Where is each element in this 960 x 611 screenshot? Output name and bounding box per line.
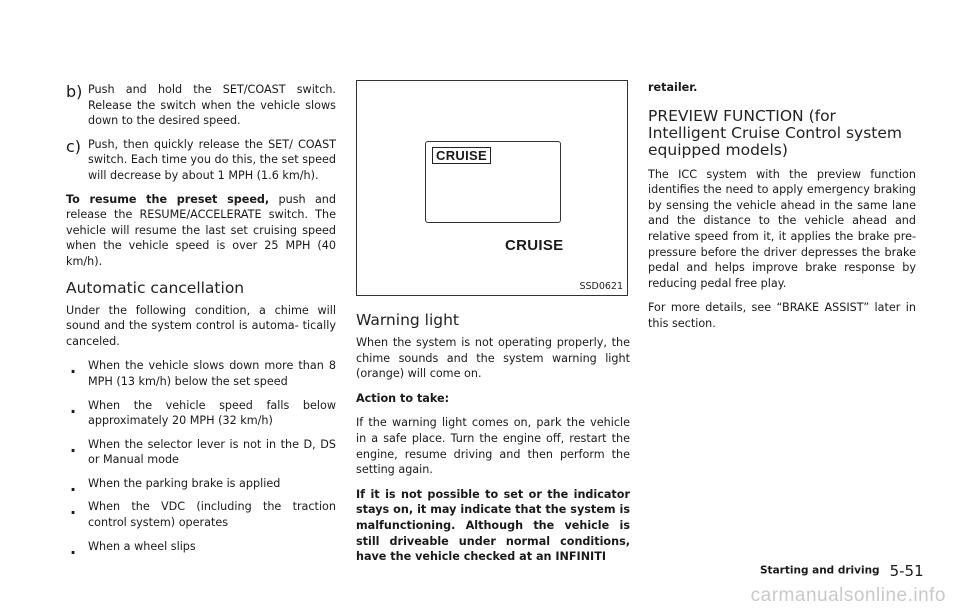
list-item-text: Push and hold the SET/COAST switch. Release the switch when the vehicle slows down to the desired speed. [88,83,336,128]
preview-text: The ICC system with the preview function identifies the need to apply emergency braking by sensing the vehicle ahead in the same lane and the distance to the vehicle ahead and relative speed from it, it applies the brake pre-pressure before the driver depresses the brake pedal and helps improve brake response by reducing pedal free play. [648,167,916,290]
warning-light-heading: Warning light [356,311,460,329]
continued-text: retailer. [648,81,698,94]
bullet-marker: . [70,436,77,456]
more-details-text: For more details, see “BRAKE ASSIST” later in this section. [648,301,916,330]
bullet-text: When a wheel slips [88,539,196,553]
bullet-marker: . [70,475,77,495]
footer-section-title: Starting and driving [760,564,880,577]
list-item-text: Push, then quickly release the SET/ COAST switch. Each time you do this, the set speed will decrease by about 1 MPH (1.6 km/h). [88,137,336,182]
bullet-item [66,398,336,429]
bullet-item [66,475,336,495]
meter-display [425,141,561,223]
bullet-text: When the VDC (including the traction control system) operates [88,500,336,530]
column-middle [356,80,630,565]
cruise-indicator-label: CRUISE [505,237,564,254]
bullet-marker: . [70,358,77,378]
auto-cancel-heading: Automatic cancellation [66,278,245,297]
bullet-text: When the vehicle speed falls below approximately 20 MPH (32 km/h) [88,398,336,428]
preview-function-heading: PREVIEW FUNCTION (for Intelligent Cruise Control system equipped models) [648,106,902,159]
column-left [66,82,336,562]
page-footer [760,560,924,580]
column-right [648,80,916,332]
bullet-marker: . [70,538,77,558]
warning-text: When the system is not operating properly, the chime sounds and the system warning light (orange) will come on. [356,336,630,381]
bullet-item [66,358,336,389]
action-text: If the warning light comes on, park the vehicle in a safe place. Turn the engine off, restart the engine, resume driving and then perform the setting again. [356,416,630,477]
bullet-marker: . [70,397,77,417]
bullet-text: When the parking brake is applied [88,476,281,490]
bullet-text: When the selector lever is not in the D, DS or Manual mode [88,437,336,467]
cruise-lcd-label: CRUISE [432,147,491,164]
resume-bold-label: To resume the preset speed, [66,192,270,206]
bullet-text: When the vehicle slows down more than 8 MPH (13 km/h) below the set speed [88,359,336,388]
bullet-item [66,437,336,468]
list-marker: c) [66,136,82,156]
resume-text: push and release the RESUME/ACCELERATE switch. The vehicle will resume the last set cruising speed when the vehicle speed is over 25 MPH (40 km/h). [66,192,337,268]
bullet-marker: . [70,499,77,519]
cruise-indicator-figure [356,80,628,296]
list-item-c [66,137,336,184]
bullet-item [66,538,336,558]
resume-paragraph [66,192,336,270]
malfunction-paragraph: If it is not possible to set or the indicator stays on, it may indicate that the system is malfunctioning. Although the vehicle is still driveable under normal conditions, have the vehicle checked at an INFINITI [356,487,630,564]
bullet-list [66,358,336,558]
figure-code: SSD0621 [579,281,623,292]
watermark: carmanualsonline.info [750,585,946,606]
list-item-b [66,82,336,129]
page-number: 5-51 [889,561,924,580]
auto-cancel-intro: Under the following condition, a chime will sound and the system control is automa- tically canceled. [66,303,336,348]
action-label: Action to take: [356,391,450,405]
list-marker: b) [66,82,83,101]
bullet-item [66,499,336,530]
